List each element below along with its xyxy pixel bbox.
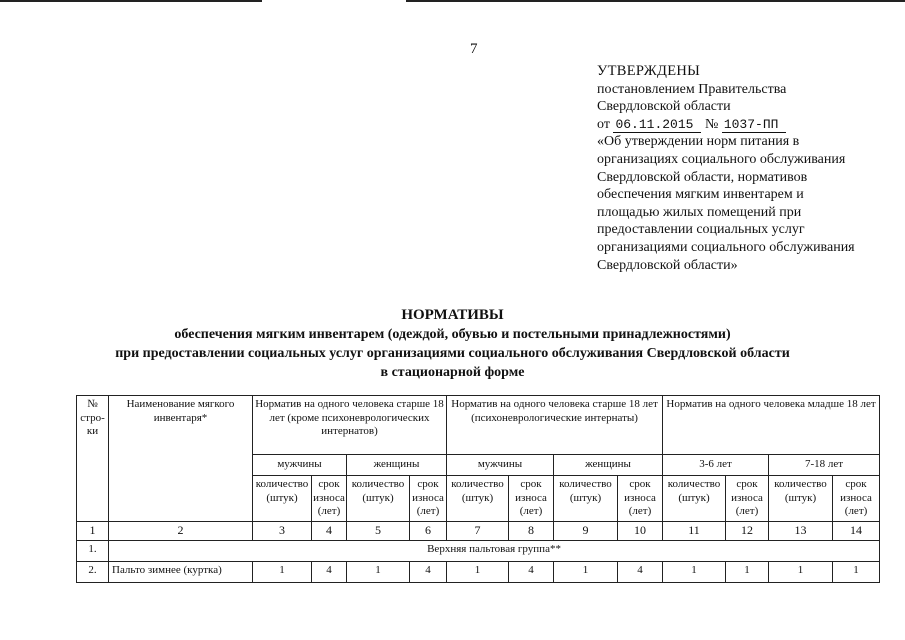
document-title <box>0 306 905 382</box>
column-number: 14 <box>833 521 880 540</box>
header-men-1: мужчины <box>253 455 347 476</box>
group-row <box>77 540 880 561</box>
column-number: 11 <box>663 521 726 540</box>
approval-line-2: Свердловской области <box>597 99 731 115</box>
column-number: 2 <box>109 521 253 540</box>
row-value: 1 <box>447 561 509 582</box>
approval-title-line-6: предоставлении социальных услуг <box>597 222 805 238</box>
approval-title-line-4: обеспечения мягким инвентарем и <box>597 187 804 203</box>
approval-title-line-8: Свердловской области» <box>597 257 738 273</box>
column-number: 1 <box>77 521 109 540</box>
approval-number: 1037-ПП <box>722 117 787 133</box>
approval-date: 06.11.2015 <box>613 117 701 133</box>
row-value: 4 <box>509 561 554 582</box>
header-group-children: Норматив на одного человека младше 18 лет <box>663 396 880 455</box>
approval-title-line-5: площадью жилых помещений при <box>597 204 802 220</box>
header-wear: срок износа (лет) <box>618 476 663 522</box>
row-value: 4 <box>410 561 447 582</box>
page-number: 7 <box>470 41 478 57</box>
header-wear: срок износа (лет) <box>410 476 447 522</box>
approval-date-line <box>597 116 897 134</box>
row-value: 1 <box>253 561 312 582</box>
row-number: 2. <box>77 561 109 582</box>
header-age-3-6: 3-6 лет <box>663 455 769 476</box>
column-number: 8 <box>509 521 554 540</box>
header-group-pni: Норматив на одного человека старше 18 лет (психоневрологические интернаты) <box>447 396 663 455</box>
group-row-label: Верхняя пальтовая группа** <box>109 540 880 561</box>
header-women-1: женщины <box>347 455 447 476</box>
column-number: 3 <box>253 521 312 540</box>
top-border-line <box>0 0 905 2</box>
group-row-number: 1. <box>77 540 109 561</box>
number-prefix: № <box>704 116 719 132</box>
norms-table <box>76 395 880 583</box>
column-number: 13 <box>769 521 833 540</box>
header-wear: срок износа (лет) <box>509 476 554 522</box>
title-line-4: в стационарной форме <box>380 365 525 380</box>
header-men-2: мужчины <box>447 455 554 476</box>
header-row-1 <box>77 396 880 455</box>
header-wear: срок износа (лет) <box>833 476 880 522</box>
header-qty: количество (штук) <box>447 476 509 522</box>
header-age-7-18: 7-18 лет <box>769 455 880 476</box>
title-line-3: при предоставлении социальных услуг организациями социального обслуживания Свердловской области <box>115 346 790 361</box>
column-number: 4 <box>312 521 347 540</box>
table-row <box>77 561 880 582</box>
row-value: 1 <box>769 561 833 582</box>
approval-line-1: постановлением Правительства <box>597 81 787 97</box>
approval-heading: УТВЕРЖДЕНЫ <box>597 63 701 79</box>
approval-title-line-1: «Об утверждении норм питания в <box>597 134 800 150</box>
row-value: 1 <box>663 561 726 582</box>
row-item-name: Пальто зимнее (куртка) <box>109 561 253 582</box>
date-prefix: от <box>597 116 610 132</box>
column-number: 9 <box>554 521 618 540</box>
column-number: 7 <box>447 521 509 540</box>
row-value: 1 <box>726 561 769 582</box>
header-qty: количество (штук) <box>663 476 726 522</box>
header-wear: срок износа (лет) <box>312 476 347 522</box>
approval-block <box>597 63 897 274</box>
approval-title-line-7: организациями социального обслуживания <box>597 239 855 255</box>
row-value: 1 <box>347 561 410 582</box>
column-number: 10 <box>618 521 663 540</box>
row-value: 1 <box>833 561 880 582</box>
row-value: 4 <box>312 561 347 582</box>
header-row-number: № стро-ки <box>77 396 109 522</box>
approval-title-line-3: Свердловской области, нормативов <box>597 169 808 185</box>
header-qty: количество (штук) <box>253 476 312 522</box>
header-qty: количество (штук) <box>347 476 410 522</box>
top-border-gap <box>262 0 406 3</box>
row-value: 1 <box>554 561 618 582</box>
column-number: 5 <box>347 521 410 540</box>
header-item-name: Наименование мягкого инвентаря* <box>109 396 253 522</box>
title-line-1: НОРМАТИВЫ <box>401 307 504 323</box>
header-group-adults: Норматив на одного человека старше 18 лет (кроме психоневрологических интернатов) <box>253 396 447 455</box>
column-number-row <box>77 521 880 540</box>
column-number: 12 <box>726 521 769 540</box>
header-qty: количество (штук) <box>769 476 833 522</box>
header-women-2: женщины <box>554 455 663 476</box>
header-qty: количество (штук) <box>554 476 618 522</box>
approval-title-line-2: организациях социального обслуживания <box>597 151 846 167</box>
row-value: 4 <box>618 561 663 582</box>
title-line-2: обеспечения мягким инвентарем (одеждой, обувью и постельными принадлежностями) <box>174 327 731 342</box>
header-wear: срок износа (лет) <box>726 476 769 522</box>
column-number: 6 <box>410 521 447 540</box>
